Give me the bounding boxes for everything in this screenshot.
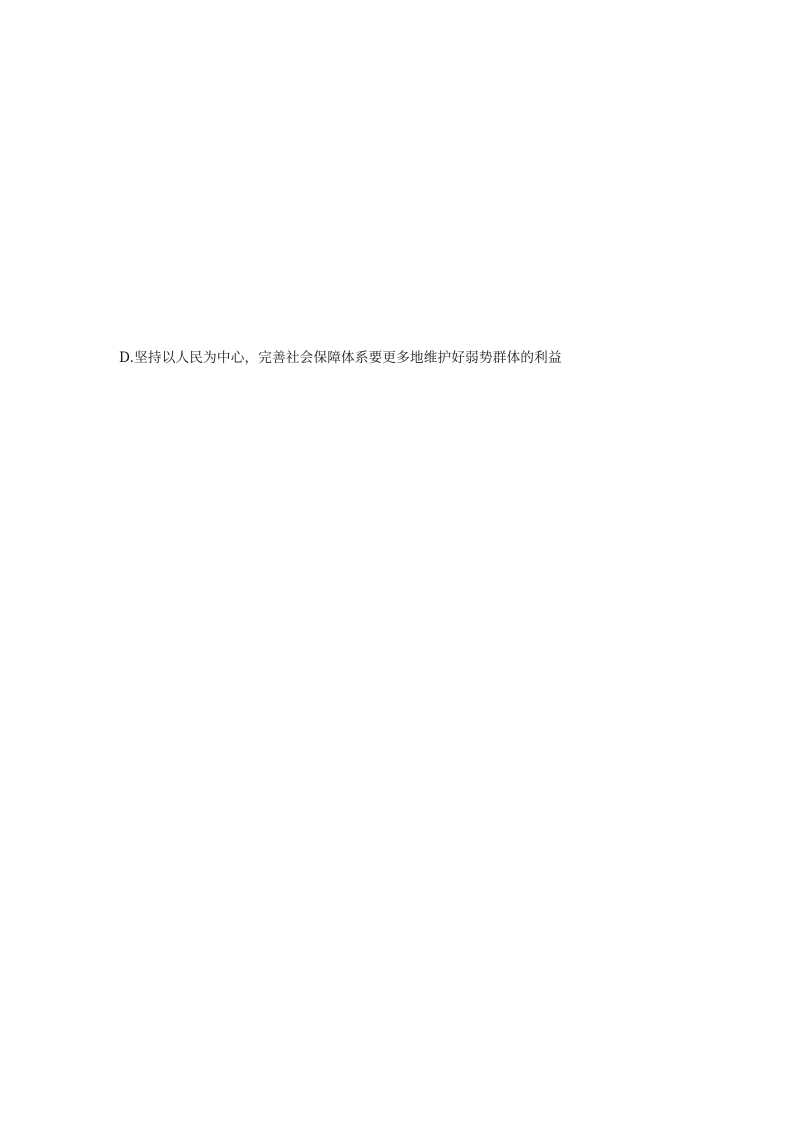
q15-option-d: D.坚持以人民为中心，完善社会保障体系要更多地维护好弱势群体的利益 bbox=[119, 350, 562, 366]
